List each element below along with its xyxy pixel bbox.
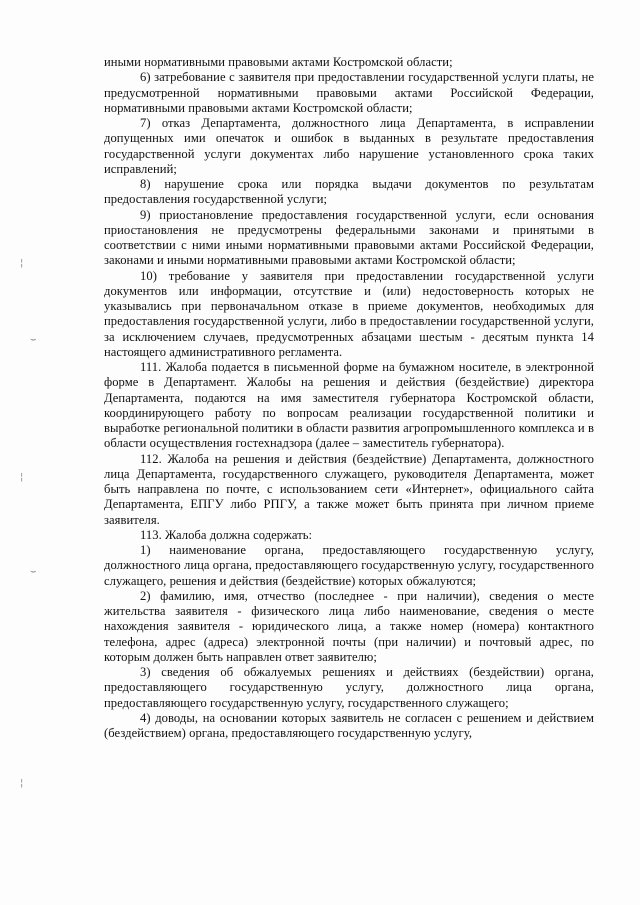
document-body — [104, 55, 594, 741]
paragraph: 3) сведения об обжалуемых решениях и действиях (бездействии) органа, предоставляющего государственную услугу, должностного лица органа, предоставляющего государственную услугу, государственного служащего; — [104, 665, 594, 710]
paragraph: 113. Жалоба должна содержать: — [140, 527, 313, 542]
scan-margin-mark: ¦ — [20, 472, 24, 483]
scan-margin-mark: ¦ — [20, 778, 24, 789]
scan-margin-mark: ¦ — [20, 258, 24, 269]
paragraph: 111. Жалоба подается в письменной форме на бумажном носителе, в электронной форме в Департамент. Жалобы на решения и действия (бездействие) директора Департамента, подаются на имя заместителя губернатора Костромской области, координирующего работу по вопросам реализации государственной политики и выработке региональной политики в области развития агропромышленного комплекса и в области осуществления гостехнадзора (далее – заместитель губернатора). — [104, 360, 594, 451]
paragraph: 4) доводы, на основании которых заявитель не согласен с решением и действием (бездействием) органа, предоставляющего государственную услугу, — [104, 710, 594, 740]
paragraph: 10) требование у заявителя при предоставлении государственной услуги документов или информации, отсутствие и (или) недостоверность которых не указывались при первоначальном отказе в приеме документов, необходимых для предоставления государственной услуги, либо в предоставлении государственной услуги, за исключением случаев, предусмотренных абзацами шестым - десятым пункта 14 настоящего административного регламента. — [104, 268, 594, 359]
paragraph: 8) нарушение срока или порядка выдачи документов по результатам предоставления государственной услуги; — [104, 177, 594, 207]
scan-margin-mark: ⌣ — [30, 566, 37, 577]
paragraph: 7) отказ Департамента, должностного лица Департамента, в исправлении допущенных ими опечаток и ошибок в выданных в результате предоставления государственной услуги документах либо нарушение установленного срока таких исправлений; — [104, 116, 594, 176]
paragraph: 2) фамилию, имя, отчество (последнее - при наличии), сведения о месте жительства заявителя - физического лица либо наименование, сведения о месте нахождения заявителя - юридического лица, а также номер (номера) контактного телефона, адрес (адреса) электронной почты (при наличии) и почтовый адрес, по которым должен быть направлен ответ заявителю; — [104, 588, 594, 664]
paragraph: 6) затребование с заявителя при предоставлении государственной услуги платы, не предусмотренной нормативными правовыми актами Российской Федерации, нормативными правовыми актами Костромской области; — [104, 70, 594, 115]
paragraph: иными нормативными правовыми актами Костромской области; — [104, 55, 453, 69]
paragraph: 112. Жалоба на решения и действия (бездействие) Департамента, должностного лица Департамента, государственного служащего, руководителя Департамента, может быть направлена по почте, с использованием сети «Интернет», официального сайта Департамента, ЕПГУ либо РПГУ, а также может быть принята при личном приеме заявителя. — [104, 451, 594, 527]
paragraph: 1) наименование органа, предоставляющего государственную услугу, должностного лица органа, предоставляющего государственную услугу, государственного служащего, решения и действия (бездействие) которых обжалуются; — [104, 543, 594, 588]
paragraph: 9) приостановление предоставления государственной услуги, если основания приостановления не предусмотрены федеральными законами и принятыми в соответствии с ними иными нормативными правовыми актами Российской Федерации, законами и иными нормативными правовыми актами Костромской области; — [104, 207, 594, 268]
scan-margin-mark: ⌣ — [30, 334, 37, 345]
